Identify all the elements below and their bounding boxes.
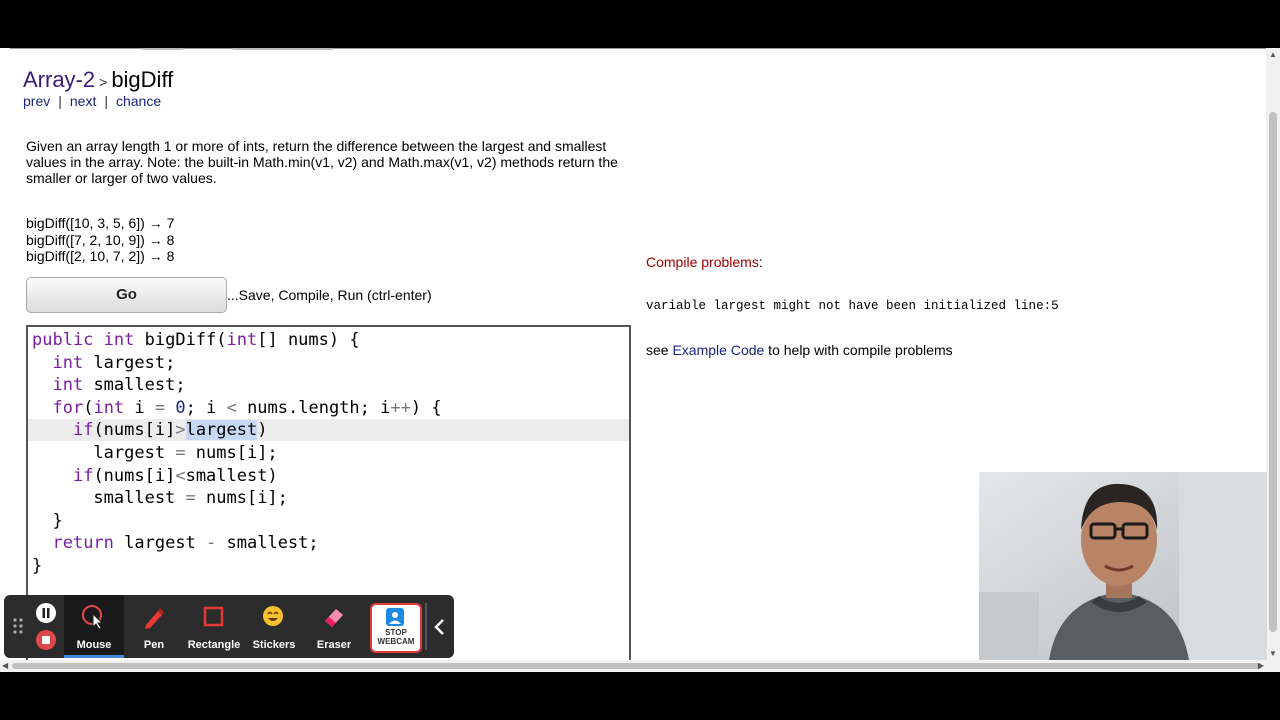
code-line[interactable]: int smallest;	[52, 375, 186, 396]
rectangle-tool-label: Rectangle	[187, 639, 241, 651]
collapse-chevron-icon[interactable]	[433, 618, 445, 636]
sticker-icon	[262, 605, 286, 629]
code-line[interactable]: if(nums[i]<smallest)	[72, 465, 278, 486]
example-code-link[interactable]: Example Code	[672, 342, 765, 358]
example-line: bigDiff([10, 3, 5, 6]) → 7	[26, 215, 175, 231]
compile-colon: :	[758, 254, 763, 270]
code-line[interactable]: return largest - smallest;	[52, 533, 319, 554]
problem-description: Given an array length 1 or more of ints, return the difference between the largest and smallest values in the array. Note: the built-in Math.min(v1, v2) and Math.max(v1, v2) methods return the smaller or larger of two values.	[26, 138, 618, 186]
stop-recording-icon[interactable]	[36, 630, 56, 650]
scroll-down-icon[interactable]: ▼	[1269, 649, 1277, 658]
rectangle-tool-button[interactable]	[184, 595, 244, 658]
example-line: bigDiff([7, 2, 10, 9]) → 8	[26, 231, 175, 248]
pause-icon[interactable]	[36, 603, 56, 623]
drag-handle-icon[interactable]	[13, 617, 23, 635]
code-line[interactable]: public int bigDiff(int[] nums) {	[32, 330, 360, 350]
pen-icon	[142, 605, 166, 629]
scroll-up-icon[interactable]: ▲	[1269, 50, 1277, 59]
breadcrumb-separator: >	[99, 74, 108, 90]
compile-error-message: variable largest might not have been initialized line:5	[646, 299, 1059, 313]
stop-webcam-label-line2: WEBCAM	[377, 637, 415, 646]
code-line[interactable]: for(int i = 0; i < nums.length; i++) {	[52, 397, 442, 418]
scroll-right-icon[interactable]: ▶	[1257, 661, 1264, 670]
pen-tool-button[interactable]	[124, 595, 184, 658]
rectangle-icon	[202, 605, 226, 629]
example-line: bigDiff([2, 10, 7, 2]) → 8	[26, 248, 175, 264]
code-line[interactable]: smallest = nums[i];	[32, 488, 288, 509]
code-content[interactable]	[32, 329, 442, 578]
prev-link[interactable]: prev	[23, 93, 51, 109]
nav-divider: |	[104, 93, 108, 109]
horizontal-scroll-thumb[interactable]	[12, 663, 1262, 669]
eraser-tool-button[interactable]	[304, 595, 364, 658]
mouse-cursor-icon	[82, 605, 106, 629]
code-line[interactable]: int largest;	[52, 352, 176, 373]
code-line[interactable]: }	[32, 555, 43, 576]
help-suffix: to help with compile problems	[764, 342, 953, 358]
stop-webcam-label-line1: STOP	[385, 628, 407, 637]
go-hint: ...Save, Compile, Run (ctrl-enter)	[227, 287, 432, 303]
stickers-tool-label: Stickers	[252, 639, 296, 651]
vertical-scroll-thumb[interactable]	[1269, 112, 1277, 632]
stop-webcam-button[interactable]	[370, 603, 422, 653]
eraser-icon	[322, 605, 346, 629]
page-title: bigDiff	[111, 67, 174, 92]
annotation-toolbar	[4, 595, 454, 658]
webcam-icon	[386, 608, 404, 626]
webcam-person-image	[979, 472, 1267, 660]
horizontal-scrollbar[interactable]	[0, 660, 1280, 672]
top-divider	[10, 48, 1268, 49]
vertical-scrollbar[interactable]	[1266, 48, 1280, 660]
mouse-tool-button[interactable]	[64, 595, 124, 658]
eraser-tool-label: Eraser	[316, 639, 352, 651]
toolbar-divider	[425, 603, 427, 650]
chance-link[interactable]: chance	[115, 93, 162, 109]
next-link[interactable]: next	[69, 93, 97, 109]
webcam-video	[979, 472, 1267, 660]
mouse-tool-label: Mouse	[76, 639, 112, 651]
breadcrumb-parent-link[interactable]: Array-2	[23, 67, 96, 92]
help-prefix: see	[646, 342, 673, 358]
compile-problems-label	[646, 254, 763, 270]
help-text	[646, 342, 953, 358]
pen-tool-label: Pen	[143, 639, 165, 651]
code-line[interactable]: if(nums[i]>largest)	[72, 420, 268, 441]
code-line[interactable]: }	[32, 510, 63, 531]
scroll-left-icon[interactable]: ◀	[2, 661, 9, 670]
examples-list	[26, 215, 174, 265]
stickers-tool-button[interactable]	[244, 595, 304, 658]
compile-problems-title: Compile problems	[646, 254, 759, 270]
go-button[interactable]: Go	[26, 277, 227, 313]
code-line[interactable]: largest = nums[i];	[32, 442, 278, 463]
breadcrumb	[23, 67, 173, 93]
problem-nav	[23, 93, 161, 109]
nav-divider: |	[58, 93, 62, 109]
